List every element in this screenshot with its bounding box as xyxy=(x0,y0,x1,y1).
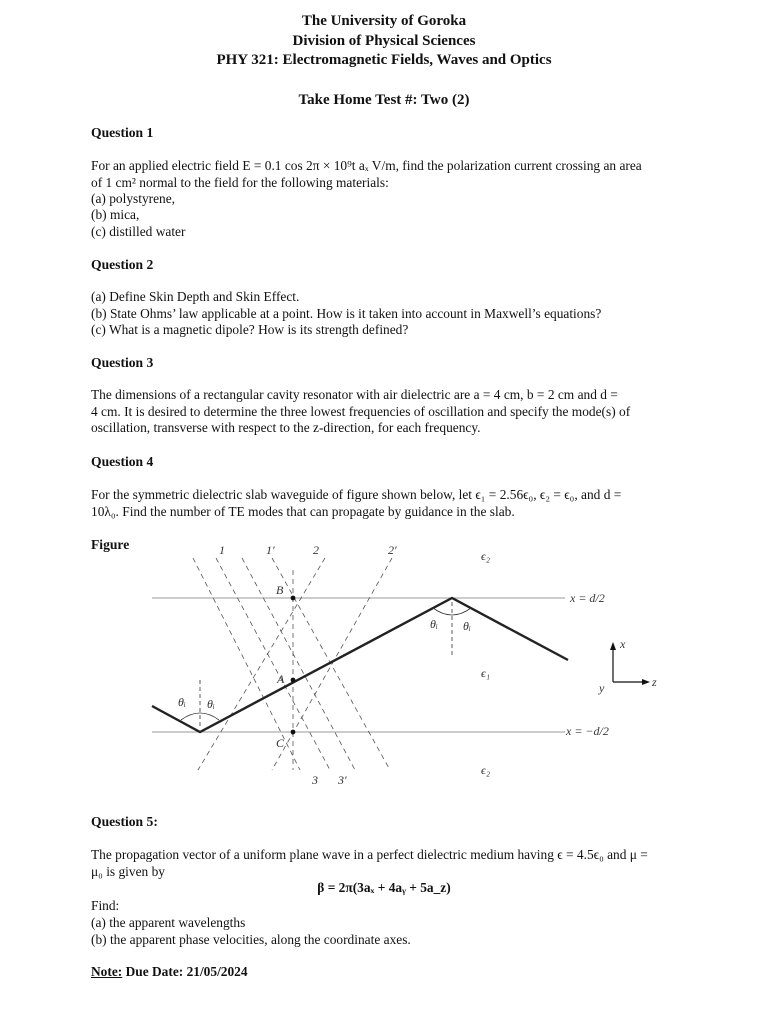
ray-2 xyxy=(198,558,325,770)
bottom-boundary-label: x = −d/2 xyxy=(566,724,609,738)
ray-label-2: 2 xyxy=(313,543,319,557)
axis-x-label: x xyxy=(620,637,626,651)
ray-1-prime xyxy=(216,558,330,770)
due-date-note xyxy=(91,964,687,981)
point-c-label: C xyxy=(276,736,285,750)
propagation-vector-equation: β = 2π(3aₓ + 4aᵧ + 5a_z) xyxy=(317,880,451,895)
ray-label-3-prime: 3′ xyxy=(338,773,347,787)
ray-label-1: 1 xyxy=(219,543,225,557)
ray-label-2-prime: 2′ xyxy=(388,543,397,557)
university-name: The University of Goroka xyxy=(301,13,467,29)
question-2-item: (b) State Ohms’ law applicable at a point. How is it taken into account in Maxwell’s equations? xyxy=(91,306,602,321)
x-axis-arrowhead xyxy=(610,642,616,650)
question-1-text-line-2: of 1 cm² normal to the field for the following materials: xyxy=(91,175,389,190)
point-a-dot xyxy=(291,678,296,683)
wavefront-rays xyxy=(193,558,392,770)
epsilon-2-bottom-label: ϵ₂ xyxy=(481,763,491,777)
division-name: Division of Physical Sciences xyxy=(292,33,476,49)
question-5-heading: Question 5: xyxy=(91,814,158,829)
ray-label-3: 3 xyxy=(312,773,318,787)
point-a-label: A xyxy=(277,672,285,686)
question-5-find: Find: xyxy=(91,898,120,913)
question-1-item: (b) mica, xyxy=(91,207,140,222)
theta-label: θᵢ xyxy=(178,695,186,709)
axis-z-label: z xyxy=(652,675,657,689)
question-1-item: (a) polystyrene, xyxy=(91,191,176,206)
question-5-item: (b) the apparent phase velocities, along the coordinate axes. xyxy=(91,932,411,947)
due-date-text: Due Date: 21/05/2024 xyxy=(122,964,248,979)
theta-label: θᵢ xyxy=(463,619,471,633)
slab-waveguide-figure xyxy=(0,530,768,800)
question-1-text-line-1: For an applied electric field E = 0.1 cos 2π × 10⁹t aₓ V/m, find the polarization current crossing an area xyxy=(91,158,642,173)
question-5-text-line-1: The propagation vector of a uniform plane wave in a perfect dielectric medium having ϵ = 4.5ϵ₀ and μ = xyxy=(91,847,648,862)
question-3-text-line-2: 4 cm. It is desired to determine the three lowest frequencies of oscillation and specify the mode(s) of xyxy=(91,404,631,419)
question-3-text-line-1: The dimensions of a rectangular cavity resonator with air dielectric are a = 4 cm, b = 2 cm and d = xyxy=(91,387,618,402)
question-2-heading: Question 2 xyxy=(91,257,154,272)
theta-label: θᵢ xyxy=(430,617,438,631)
ray-3 xyxy=(242,558,355,770)
question-4-heading: Question 4 xyxy=(91,454,154,469)
point-b-dot xyxy=(291,596,296,601)
note-label: Note: xyxy=(91,964,123,979)
question-1-heading: Question 1 xyxy=(91,125,154,140)
axis-y-label: y xyxy=(599,681,605,695)
theta-label: θᵢ xyxy=(207,697,215,711)
point-c-dot xyxy=(291,730,296,735)
ray-label-1-prime: 1′ xyxy=(266,543,275,557)
question-4-text-line-2: 10λ₀. Find the number of TE modes that can propagate by guidance in the slab. xyxy=(91,504,515,519)
top-boundary-label: x = d/2 xyxy=(570,591,605,605)
z-axis-arrowhead xyxy=(642,679,650,685)
epsilon-1-label: ϵ₁ xyxy=(481,666,491,680)
question-1-item: (c) distilled water xyxy=(91,224,186,239)
question-3-heading: Question 3 xyxy=(91,355,154,370)
coordinate-axes xyxy=(613,648,644,682)
question-2-item: (a) Define Skin Depth and Skin Effect. xyxy=(91,289,300,304)
question-2-item: (c) What is a magnetic dipole? How is its strength defined? xyxy=(91,322,409,337)
question-5-text-line-2: μ₀ is given by xyxy=(91,864,165,879)
question-5-item: (a) the apparent wavelengths xyxy=(91,915,246,930)
course-title: PHY 321: Electromagnetic Fields, Waves and Optics xyxy=(216,52,552,68)
guided-ray-path xyxy=(152,598,568,732)
point-b-label: B xyxy=(276,583,284,597)
figure-label: Figure xyxy=(91,537,130,552)
question-3-text-line-3: oscillation, transverse with respect to the z-direction, for each frequency. xyxy=(91,420,481,435)
test-title: Take Home Test #: Two (2) xyxy=(298,92,470,108)
question-4-text-line-1: For the symmetric dielectric slab waveguide of figure shown below, let ϵ₁ = 2.56ϵ₀, ϵ₂ = ϵ₀, and d = xyxy=(91,487,622,502)
epsilon-2-top-label: ϵ₂ xyxy=(481,549,491,563)
